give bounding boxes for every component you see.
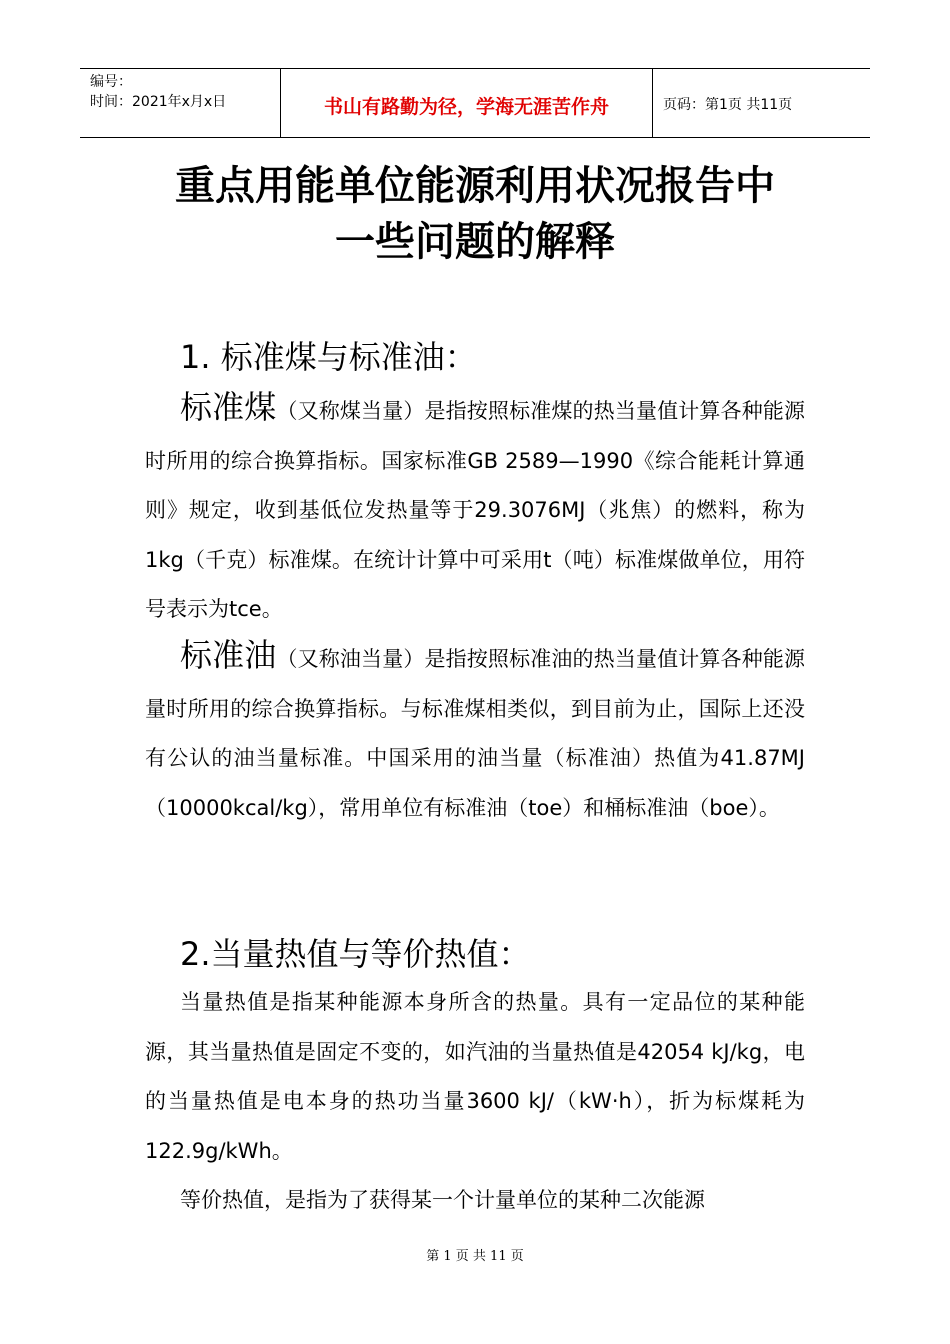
section1-paragraph2 — [145, 631, 805, 833]
term-standard-oil: 标准油 — [180, 636, 277, 674]
section2-heading: 2.当量热值与等价热值： — [180, 935, 531, 973]
section1-paragraph1 — [145, 383, 805, 635]
term-standard-coal: 标准煤 — [180, 388, 277, 426]
header-motto: 书山有路勤为径，学海无涯苦作舟 — [281, 69, 653, 137]
header-number: 编号： — [90, 74, 132, 90]
header-page-info: 页码：第1页 共11页 — [663, 97, 793, 113]
section1-paragraph2-body: （又称油当量）是指按照标准油的热当量值计算各种能源量时所用的综合换算指标。与标准煤相类似，到目前为止，国际上还没有公认的油当量标准。中国采用的油当量（标准油）热值为41.87MJ（10000kcal/kg），常用单位有标准油（toe）和桶标准油（boe）。 — [145, 647, 805, 820]
doc-title-line2: 一些问题的解释 — [335, 219, 615, 265]
section2-paragraph2: 等价热值，是指为了获得某一个计量单位的某种二次能源 — [180, 1188, 705, 1212]
header-time: 时间：2021年x月x日 — [90, 94, 227, 110]
section1-paragraph1-body: （又称煤当量）是指按照标准煤的热当量值计算各种能源时所用的综合换算指标。国家标准GB 2589—1990《综合能耗计算通则》规定，收到基低位发热量等于29.3076MJ（兆焦）的燃料，称为1kg（千克）标准煤。在统计计算中可采用t（吨）标准煤做单位，用符号表示为tce。 — [145, 399, 805, 621]
page-footer: 第 1 页 共 11 页 — [426, 1249, 524, 1264]
doc-title-line1: 重点用能单位能源利用状况报告中 — [175, 163, 775, 209]
header-meta — [80, 69, 281, 137]
section1-heading: 1. 标准煤与标准油： — [180, 338, 477, 376]
page-header — [80, 68, 870, 138]
section2-paragraph1: 当量热值是指某种能源本身所含的热量。具有一定品位的某种能源，其当量热值是固定不变的，如汽油的当量热值是42054 kJ/kg，电的当量热值是电本身的热功当量3600 kJ/（kW·h），折为标煤耗为122.9g/kWh。 — [145, 990, 805, 1163]
